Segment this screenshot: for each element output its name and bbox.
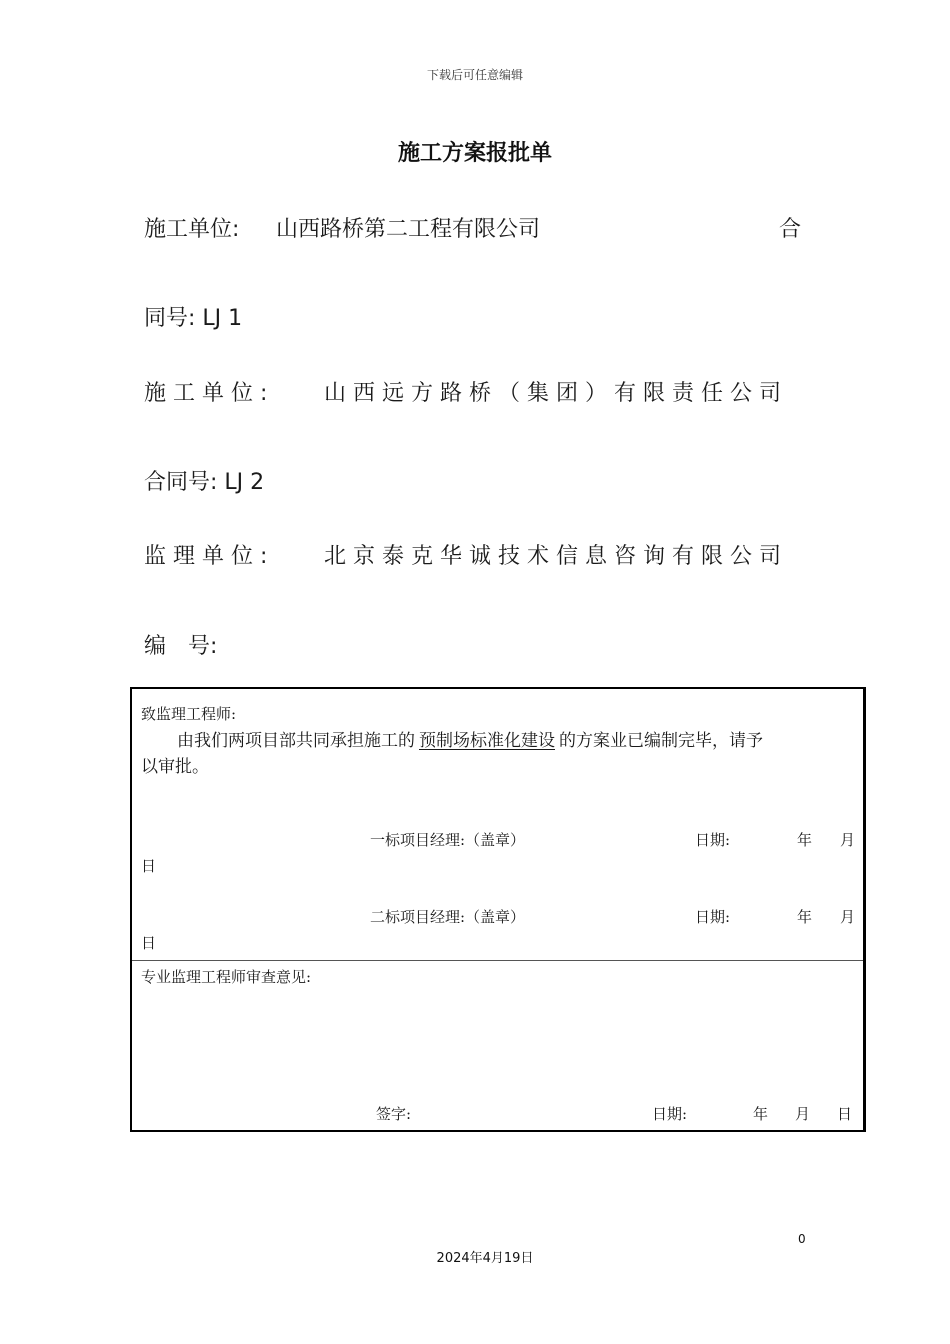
salutation: 致监理工程师: — [141, 705, 237, 723]
review-month: 月 — [795, 1105, 811, 1123]
section2-day: 日 — [141, 934, 157, 952]
section2-manager-seal: 二标项目经理:（盖章） — [370, 908, 526, 926]
contract-number-1: 同号: LJ 1 — [144, 306, 243, 331]
section2-date-label: 日期: — [695, 908, 731, 926]
construction-unit-2-value: 山西远方路桥（集团）有限责任公司 — [324, 381, 789, 406]
project-name: 预制场标准化建设 — [419, 731, 555, 751]
review-date-label: 日期: — [652, 1105, 688, 1123]
section2-month: 月 — [840, 908, 856, 926]
approval-form — [130, 687, 866, 1132]
section1-day: 日 — [141, 857, 157, 875]
construction-unit-2-label: 施工单位: — [144, 381, 275, 406]
review-year: 年 — [753, 1105, 769, 1123]
request-text-prefix: 由我们两项目部共同承担施工的 — [177, 731, 415, 751]
request-text — [177, 726, 763, 751]
contract-number-2: 合同号: LJ 2 — [144, 470, 265, 495]
supervision-unit-value: 北京泰克华诚技术信息咨询有限公司 — [324, 544, 789, 569]
construction-unit-1-value: 山西路桥第二工程有限公司 — [276, 217, 541, 242]
serial-number-label: 编 号: — [144, 634, 218, 659]
section1-year: 年 — [797, 831, 813, 849]
request-text-suffix: 的方案业已编制完毕，请予 — [559, 731, 763, 751]
construction-unit-1-label: 施工单位: — [144, 217, 240, 242]
section1-date-label: 日期: — [695, 831, 731, 849]
supervision-unit-label: 监理单位: — [144, 544, 275, 569]
form-divider — [132, 960, 863, 961]
review-opinion-label: 专业监理工程师审查意见: — [141, 968, 312, 986]
request-text-line2: 以审批。 — [141, 757, 209, 777]
footer-date: 2024年4月19日 — [436, 1251, 534, 1266]
document-title: 施工方案报批单 — [397, 141, 552, 166]
section2-year: 年 — [797, 908, 813, 926]
section1-month: 月 — [840, 831, 856, 849]
contract-prefix: 合 — [779, 217, 802, 242]
page-number: 0 — [798, 1232, 806, 1246]
signature-label: 签字: — [376, 1105, 412, 1123]
section1-manager-seal: 一标项目经理:（盖章） — [370, 831, 526, 849]
review-day: 日 — [837, 1105, 853, 1123]
header-note: 下载后可任意编辑 — [426, 68, 523, 82]
